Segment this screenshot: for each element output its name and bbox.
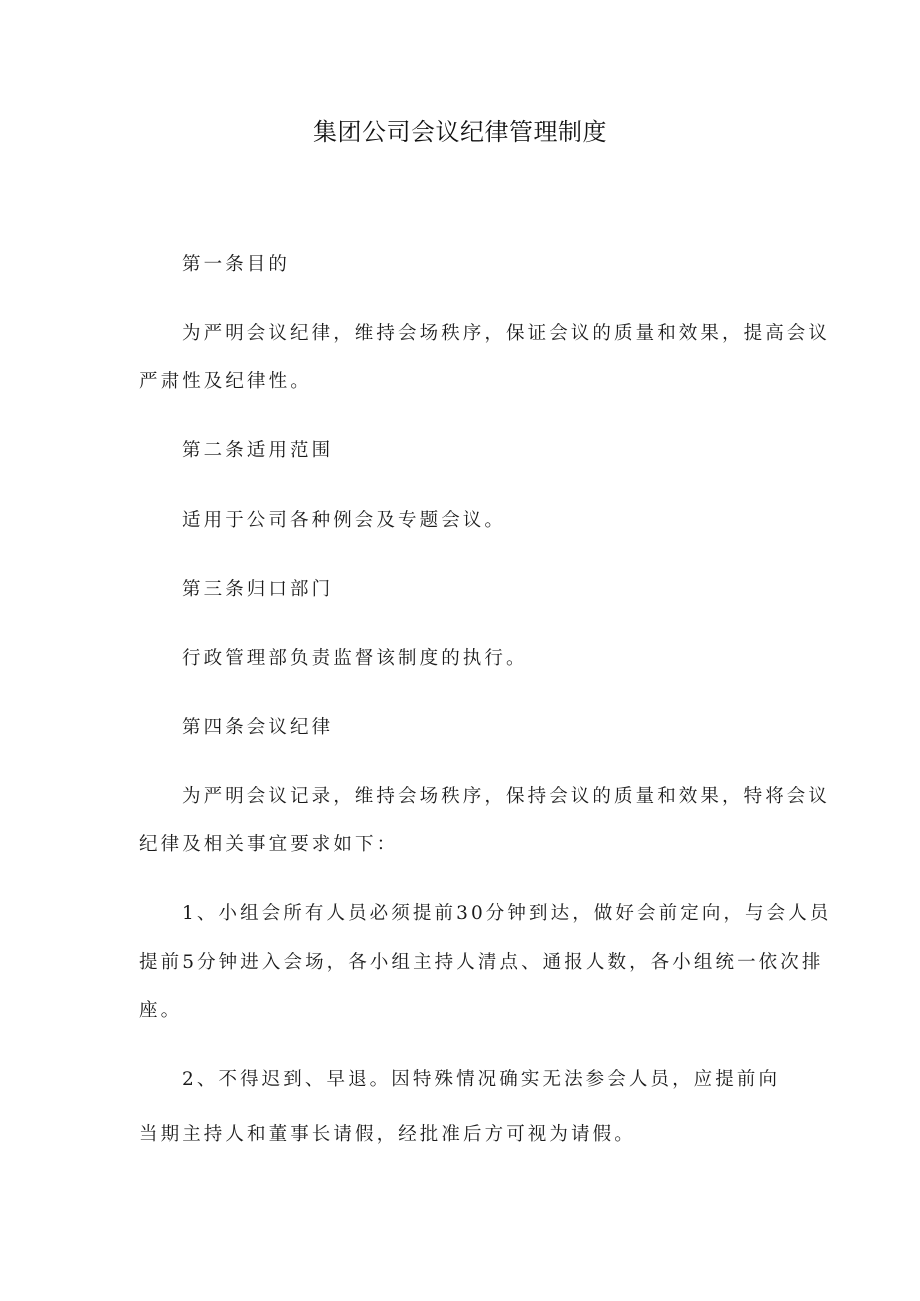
article-4-heading: 第四条会议纪律: [182, 717, 334, 738]
rule-2-line-2: 当期主持人和董事长请假，经批准后方可视为请假。: [139, 1124, 636, 1145]
rule-2-line-1: 2、不得迟到、早退。因特殊情况确实无法参会人员，应提前向: [182, 1069, 781, 1090]
article-1-text-line-2: 严肃性及纪律性。: [139, 371, 312, 392]
article-2-heading: 第二条适用范围: [182, 440, 334, 461]
article-2-text: 适用于公司各种例会及专题会议。: [182, 510, 507, 531]
rule-1-line-3: 座。: [139, 1000, 183, 1021]
rule-1-line-1: 1、小组会所有人员必须提前30分钟到达，做好会前定向，与会人员: [182, 903, 832, 924]
article-4-intro-line-2: 纪律及相关事宜要求如下：: [139, 834, 399, 855]
article-3-heading: 第三条归口部门: [182, 579, 334, 600]
article-3-text: 行政管理部负责监督该制度的执行。: [182, 648, 528, 669]
article-1-text-line-1: 为严明会议纪律，维持会场秩序，保证会议的质量和效果，提高会议: [182, 323, 831, 344]
rule-1-line-2: 提前5分钟进入会场，各小组主持人清点、通报人数，各小组统一依次排: [139, 952, 824, 973]
document-title: 集团公司会议纪律管理制度: [313, 118, 607, 146]
article-4-intro-line-1: 为严明会议记录，维持会场秩序，保持会议的质量和效果，特将会议: [182, 786, 831, 807]
article-1-heading: 第一条目的: [182, 254, 291, 275]
